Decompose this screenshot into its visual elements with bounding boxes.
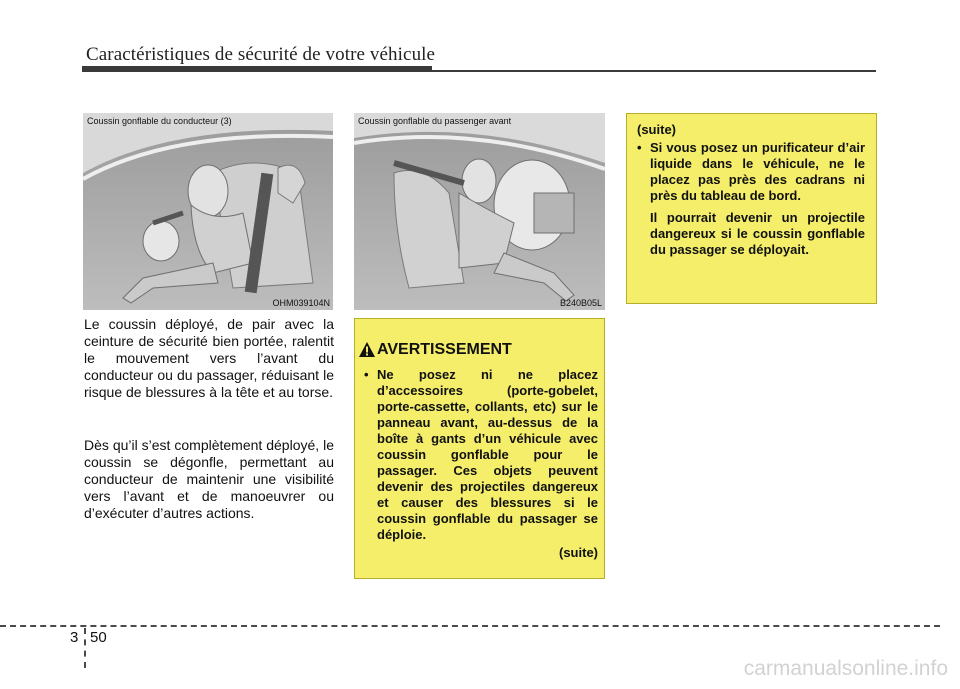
footer-rule [0, 625, 940, 627]
figure-caption: Coussin gonflable du conducteur (3) [87, 116, 232, 126]
continued-warning-content [637, 122, 865, 258]
list-item [637, 140, 865, 204]
bullet-icon: • [364, 367, 369, 382]
figure-code: OHM039104N [272, 298, 330, 308]
figure-code: B240B05L [559, 298, 602, 308]
driver-airbag-illustration [83, 113, 333, 310]
page-title: Caractéristiques de sécurité de votre véhicule [86, 44, 436, 65]
suite-label: (suite) [637, 122, 676, 137]
warning-content [364, 367, 598, 561]
list-item [364, 367, 598, 543]
passenger-airbag-illustration [354, 113, 605, 310]
warning-triangle-icon [359, 342, 375, 357]
page-number: 50 [90, 629, 107, 646]
figure-caption: Coussin gonflable du passenger avant [358, 116, 512, 126]
section-number: 3 [70, 629, 79, 646]
suite-label: (suite) [559, 545, 598, 560]
watermark: carmanualsonline.info [743, 657, 948, 680]
figure-driver-airbag [83, 113, 333, 310]
bullet-text: Si vous posez un purificateur d’air liquide dans le véhicule, ne le placez pas près des cadrans ni près du tableau de bord. [650, 140, 865, 203]
figure-passenger-airbag [354, 113, 605, 310]
warning-box [354, 318, 605, 579]
warning-paragraph: Il pourrait devenir un projectile dangereux si le coussin gonflable du passager se déployait. [650, 210, 865, 257]
body-paragraph: Le coussin déployé, de pair avec la ceinture de sécurité bien portée, ralentit le mouvement vers l’avant du conducteur ou du passager, réduisant le risque de blessures à la tête et au torse. [84, 316, 334, 400]
header-rule [82, 66, 432, 72]
header-rule-thin [432, 70, 876, 72]
bullet-text: Ne posez ni ne placez d’accessoires (porte-gobelet, porte-cassette, collants, etc) sur le panneau avant, au-dessus de la boîte à gants d’un véhicule avec coussin gonflable pour le passager. Ces objets peuvent devenir des projectiles dangereux et causer des blessures si le coussin gonflable du passager se déploie. [377, 367, 598, 542]
bullet-icon: • [637, 140, 642, 155]
warning-title: AVERTISSEMENT [377, 341, 512, 358]
footer-divider [84, 628, 86, 668]
continued-warning-box [626, 113, 877, 304]
body-paragraph: Dès qu’il s’est complètement déployé, le coussin se dégonfle, permettant au conducteur de maintenir une visibilité vers l’avant et de manoeuvrer ou d’exécuter d’autres actions. [84, 437, 334, 521]
